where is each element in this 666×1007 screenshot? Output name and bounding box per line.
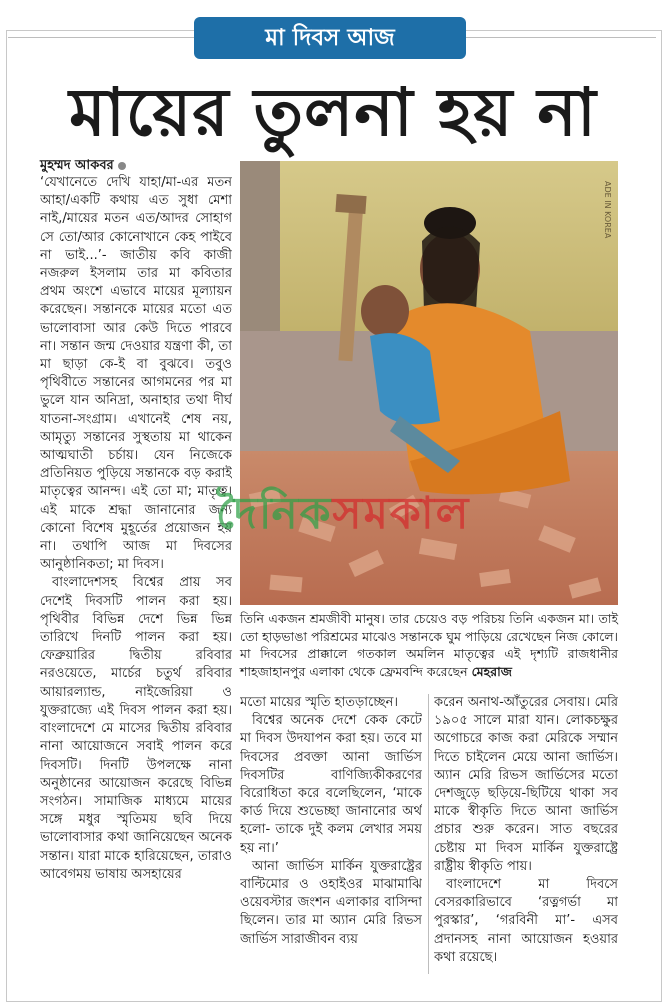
caption-text: তিনি একজন শ্রমজীবী মানুষ। তার চেয়েও বড় পরিচয় তিনি একজন মা। তাই তো হাড়ভাঙা পরিশ্রমের মাঝেও সন্তানকে ঘুম পাড়িয়ে রেখেছেন নিজ কোলে। মা দিবসের প্রাক্কালে গতকাল অমলিন মাতৃত্বের এই দৃশ্যটি রাজধানীর শাহজাহানপুর এলাকা থেকে ফ্রেমবন্দি করেছেন [240, 611, 618, 679]
article-column-3 [434, 694, 618, 974]
column1-paragraph-2: বাংলাদেশসহ বিশ্বের প্রায় সব দেশেই দিবসটি পালন করা হয়। পৃথিবীর বিভিন্ন দেশে ভিন্ন ভিন্ন তারিখে দিনটি পালন করা হয়। ফেব্রুয়ারির দ্বিতীয় রবিবার নরওয়েতে, মার্চের চতুর্থ রবিবার আয়ারল্যান্ড, নাইজেরিয়া ও যুক্তরাজ্যে এই দিবস পালন করা হয়। বাংলাদেশে মে মাসের দ্বিতীয় রবিবার নানা আয়োজনে সবাই পালন করে দিবসটি। দিনটি উপলক্ষে নানা অনুষ্ঠানের আয়োজন করেছে বিভিন্ন সংগঠন। সামাজিক মাধ্যমে মায়ের সঙ্গে মধুর স্মৃতিময় ছবি দিয়ে ভালোবাসার কথা জানিয়েছেন অনেক সন্তান। যারা মাকে হারিয়েছেন, তারাও আবেগময় ভাষায় অসহায়ের [40, 575, 232, 882]
article-column-1 [40, 174, 232, 994]
column2-paragraph-1: মতো মায়ের স্মৃতি হাতড়াচ্ছেন। [240, 695, 398, 710]
author-name: মুহম্মদ আকবর [40, 158, 114, 173]
top-rule-right [466, 37, 656, 38]
article-column-2 [240, 694, 422, 954]
headline: মায়ের তুলনা হয় না [69, 73, 597, 151]
column1-paragraph-1: ‘যেখানেতে দেখি যাহা/মা-এর মতন আহা/একটি কথায় এত সুধা মেশা নাই,/মায়ের মতন এত/আদর সোহাগ সে তো/আর কোনোখানে কেহ পাইবে না ভাই...’- জাতীয় কবি কাজী নজরুল ইসলাম তার মা কবিতার প্রথম অংশে এভাবে মায়ের মূল্যায়ন করেছেন। সন্তানকে মায়ের মতো এত ভালোবাসা আর কেউ দিতে পারবে না। সন্তান জন্ম দেওয়ার যন্ত্রণা কী, তা মা ছাড়া কে-ই বা বুঝবে। তবুও পৃথিবীতে সন্তানের আগমনের পর মা ভুলে যান অনিদ্রা, অনাহার তথা দীর্ঘ যাতনা-সংগ্রাম। এখানেই শেষ নয়, আমৃত্যু সন্তানের সুস্থতায় মা থাকেন আত্মঘাতী চর্চায়। যেন নিজেকে প্রতিনিয়ত পুড়িয়ে সন্তানকে বড় করাই মাতৃত্বের আনন্দ। এই তো মা; মাতৃত্ব। এই মাকে শ্রদ্ধা জানানোর জন্য কোনো বিশেষ মুহূর্তের প্রয়োজন হয় না। তথাপি আজ মা দিবসের আনুষ্ঠানিকতা; মা দিবস। [40, 175, 232, 573]
photo-caption [240, 610, 618, 680]
watermark-green: দৈনিক [216, 488, 333, 539]
column-rule [428, 694, 429, 974]
column3-paragraph-1: করেন অনাথ-আঁতুরের সেবায়। মেরি ১৯০৫ সালে মারা যান। লোকচক্ষুর অগোচরে কাজ করা মেরিকে সম্মান দিতে চাইলেন মেয়ে আনা জার্ভিস। অ্যান মেরি রিভস জার্ভিসের মতো দেশজুড়ে ছড়িয়ে-ছিটিয়ে থাকা সব মাকে স্বীকৃতি দিতে আনা জার্ভিস প্রচার শুরু করেন। সাত বছরের চেষ্টায় মা দিবস মার্কিন যুক্তরাষ্ট্রে রাষ্ট্রীয় স্বীকৃতি পায়। [434, 695, 618, 874]
column2-paragraph-3: আনা জার্ভিস মার্কিন যুক্তরাষ্ট্রের বাল্টিমোর ও ওহাইওর মাঝামাঝি ওয়েবস্টার জংশন এলাকার বাসিন্দা ছিলেন। তার মা অ্যান মেরি রিভস জার্ভিস সারাজীবন ব্যয় [240, 858, 422, 947]
top-rule-left [8, 37, 194, 38]
section-banner-label: মা দিবস আজ [265, 24, 395, 51]
column2-paragraph-2: বিশ্বের অনেক দেশে কেক কেটে মা দিবস উদযাপন করা হয়। তবে মা দিবসের প্রবক্তা আনা জার্ভিস দিবসটির বাণিজ্যিকীকরণের বিরোধিতা করে বলেছিলেন, ‘মাকে কার্ড দিয়ে শুভেচ্ছা জানানোর অর্থ হলো- তাকে দুই কলম লেখার সময় হয় না।’ [240, 713, 422, 856]
byline-bullet-icon [118, 162, 126, 170]
watermark-red: সমকাল [332, 488, 471, 539]
section-banner [194, 17, 466, 59]
watermark [216, 480, 470, 553]
photo-bag-text: ADE IN KOREA [603, 181, 612, 239]
column3-paragraph-2: বাংলাদেশে মা দিবসে বেসরকারিভাবে ‘রত্নগর্ভা মা পুরস্কার’, ‘গরবিনী মা’- এসব প্রদানসহ নানা আয়োজন হওয়ার কথা রয়েছে। [434, 877, 618, 965]
photo-credit: মেহরাজ [471, 663, 512, 679]
